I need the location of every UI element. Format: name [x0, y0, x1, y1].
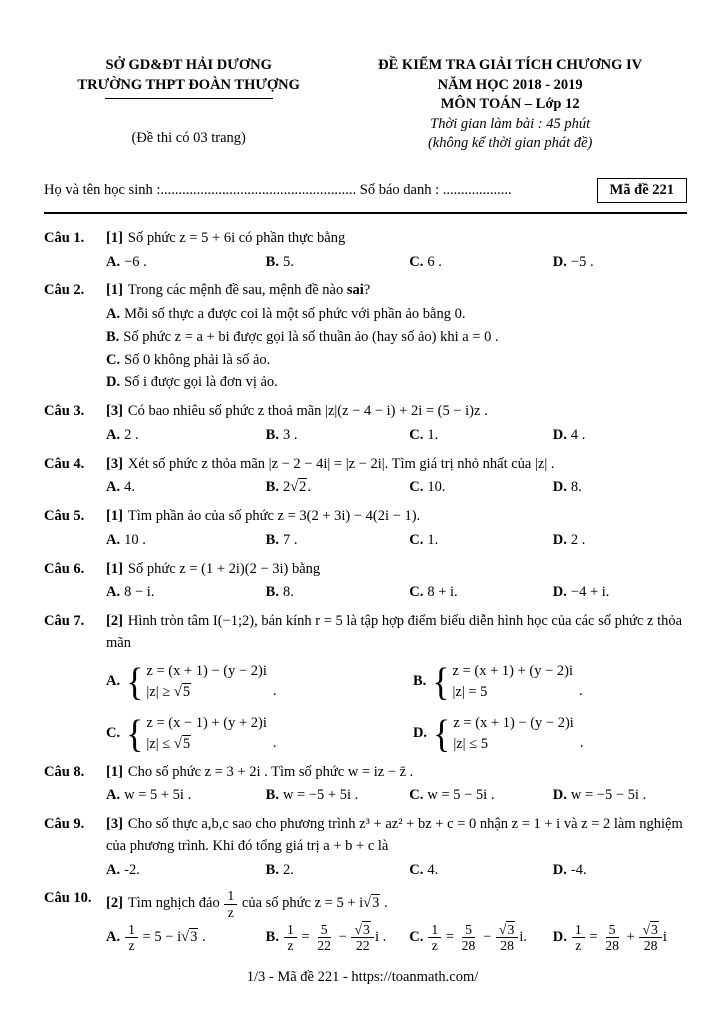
question-head — [44, 454, 687, 476]
option-c: C. 8 + i. — [409, 584, 458, 601]
school-name: TRƯỜNG THPT ĐOÀN THƯỢNG — [77, 76, 300, 93]
exam-code-box: Mã đề 221 — [597, 178, 687, 203]
exam-title: ĐỀ KIỂM TRA GIẢI TÍCH CHƯƠNG IV — [378, 57, 643, 73]
option-letter: B. — [265, 861, 279, 878]
question-9 — [44, 814, 687, 881]
option-letter: D. — [552, 531, 567, 548]
question-label: Câu 6. — [44, 560, 85, 577]
question-8 — [44, 762, 687, 808]
question-head — [44, 814, 687, 858]
option-c: C. w = 5 − 5i . — [409, 787, 495, 804]
school-year: NĂM HỌC 2018 - 2019 — [437, 76, 583, 93]
option-letter: C. — [409, 584, 424, 601]
question-head — [44, 762, 687, 784]
option-b: B. 2√2. — [265, 479, 312, 496]
option-letter: B. — [265, 531, 279, 548]
option-d: D. −5 . — [552, 253, 594, 270]
left-brace: { — [432, 659, 450, 704]
radicand: 3 — [507, 921, 515, 937]
question-text: [1] Trong các mệnh đề sau, mệnh đề nào sai? — [106, 282, 371, 299]
pages-note: (Đề thi có 03 trang) — [131, 130, 246, 147]
question-head — [44, 228, 687, 250]
duration-subnote: (không kể thời gian phát đề) — [427, 135, 593, 152]
question-head — [44, 888, 687, 919]
header-right — [333, 56, 687, 154]
option-c: C. Số 0 không phải là số ảo. — [106, 351, 271, 368]
question-10 — [44, 888, 687, 953]
option-c: C. 4. — [409, 861, 439, 878]
option-suffix: . — [272, 734, 277, 751]
option-b: B. 2. — [265, 861, 294, 878]
option-letter: A. — [106, 584, 121, 601]
option-b: B. 8. — [265, 584, 294, 601]
fraction: $\frac{1}{z}$ — [428, 922, 441, 953]
option-b: B. 5. — [265, 253, 294, 270]
option-letter: B. — [265, 253, 279, 270]
student-fields — [44, 182, 583, 199]
question-label: Câu 2. — [44, 282, 85, 299]
option-d: D. -4. — [552, 861, 587, 878]
question-label: Câu 5. — [44, 508, 85, 525]
option-letter: D. — [552, 928, 567, 945]
option-c: C. 6 . — [409, 253, 442, 270]
question-points: [2] — [106, 895, 123, 912]
question-head — [44, 280, 687, 302]
question-points: [1] — [106, 560, 123, 577]
option-letter: D. — [552, 253, 567, 270]
option-a: A. w = 5 + 5i . — [106, 787, 192, 804]
left-brace: { — [433, 712, 451, 756]
option-letter: A. — [106, 928, 121, 945]
equation-system: z = (x + 1) − (y − 2)i |z| ≥ √5 — [146, 662, 267, 700]
option-letter: C. — [409, 928, 424, 945]
question-text: [1] Số phức z = 5 + 6i có phần thực bằng — [106, 229, 346, 246]
option-letter: A. — [106, 861, 121, 878]
question-text: [2] Tìm nghịch đảo $\frac{1}{z}$ của số phức z = 5 + i√3 . — [106, 888, 388, 920]
options — [106, 530, 687, 552]
option-letter: A. — [106, 479, 121, 496]
option-letter: B. — [265, 584, 279, 601]
option-a: A. Mỗi số thực a được coi là một số phức với phần ảo bằng 0. — [106, 306, 466, 323]
radicand: 5 — [182, 735, 191, 752]
left-brace: { — [126, 659, 144, 704]
duration-note: Thời gian làm bài : 45 phút — [430, 115, 591, 132]
option-letter: A. — [106, 306, 121, 323]
question-2 — [44, 280, 687, 394]
option-b: B. $\frac{1}{z}$ = $\frac{5}{22}$ − $\frac{√3}{22}$ i . — [265, 921, 387, 953]
options — [106, 661, 687, 755]
option-c — [106, 713, 413, 755]
question-label: Câu 1. — [44, 229, 85, 246]
student-row — [44, 178, 687, 203]
question-label: Câu 7. — [44, 613, 85, 630]
option-letter: C. — [106, 351, 121, 368]
question-text: [1] Tìm phần ảo của số phức z = 3(2 + 3i) − 4(2i − 1). — [106, 508, 421, 525]
option-letter: C. — [409, 479, 424, 496]
option-letter: A. — [106, 531, 121, 548]
question-7 — [44, 611, 687, 755]
option-d: D. Số i được gọi là đơn vị ảo. — [106, 374, 278, 391]
option-a: A. -2. — [106, 861, 140, 878]
radicand: 3 — [651, 921, 658, 937]
header-rule — [105, 98, 273, 99]
option-letter: D. — [412, 724, 428, 741]
radicand: 3 — [190, 928, 198, 945]
question-points: [1] — [106, 229, 123, 246]
option-c: C. 1. — [409, 531, 439, 548]
option-a: A. $\frac{1}{z}$ = 5 − i√3 . — [106, 921, 206, 953]
radicand: 5 — [182, 683, 191, 700]
options — [106, 425, 687, 447]
option-a: A. 8 − i. — [106, 584, 155, 601]
option-letter: B. — [106, 328, 120, 345]
option-b: B. Số phức z = a + bi được gọi là số thuần ảo (hay số ảo) khi a = 0 . — [106, 328, 499, 345]
option-letter: C. — [409, 253, 424, 270]
option-d: D. 2 . — [552, 531, 586, 548]
option-letter: D. — [552, 787, 567, 804]
question-points: [3] — [106, 816, 123, 833]
option-d: D. 4 . — [552, 426, 586, 443]
option-letter: D. — [106, 374, 121, 391]
option-letter: B. — [265, 787, 279, 804]
option-letter: A. — [106, 253, 121, 270]
question-text: [3] Cho số thực a,b,c sao cho phương trình z³ + az² + bz + c = 0 nhận z = 1 + i và z = 2 làm nghiệm của phương trình. Khi đó tổng giá trị a + b + c là — [106, 816, 683, 854]
option-d: D. w = −5 − 5i . — [552, 787, 647, 804]
question-points: [1] — [106, 763, 123, 780]
left-brace: { — [126, 712, 144, 756]
student-name-label: Họ và tên học sinh :...................................................... — [44, 181, 357, 198]
option-b — [413, 661, 687, 703]
options — [106, 252, 687, 274]
option-b: B. 7 . — [265, 531, 298, 548]
question-points: [1] — [106, 282, 123, 299]
option-b: B. w = −5 + 5i . — [265, 787, 359, 804]
fraction: $\frac{5}{22}$ — [317, 921, 332, 953]
question-head — [44, 611, 687, 655]
question-label: Câu 10. — [44, 890, 92, 907]
fraction: $\frac{1}{z}$ — [224, 888, 237, 919]
option-c: C. $\frac{1}{z}$ = $\frac{5}{28}$ − $\frac{√3}{28}$ i. — [409, 921, 527, 953]
question-label: Câu 8. — [44, 763, 85, 780]
option-letter: A. — [106, 787, 121, 804]
student-id-label: Số báo danh : ................... — [359, 181, 512, 198]
option-d: D. 8. — [552, 479, 582, 496]
option-a: A. −6 . — [106, 253, 147, 270]
option-suffix: . — [579, 734, 584, 751]
option-letter: C. — [409, 787, 424, 804]
fraction: $\frac{5}{28}$ — [605, 921, 619, 953]
fraction: $\frac{1}{z}$ — [572, 922, 585, 953]
radicand: 2 — [299, 479, 307, 496]
question-text: [1] Cho số phức z = 3 + 2i . Tìm số phức w = iz − z̄ . — [106, 763, 414, 780]
question-text: [1] Số phức z = (1 + 2i)(2 − 3i) bằng — [106, 560, 321, 577]
options — [106, 477, 687, 499]
option-letter: D. — [552, 426, 567, 443]
option-letter: B. — [265, 479, 279, 496]
options — [106, 785, 687, 807]
question-points: [3] — [106, 455, 123, 472]
equation-system: z = (x − 1) + (y + 2)i |z| ≤ √5 — [146, 714, 267, 752]
question-points: [2] — [106, 613, 123, 630]
question-5 — [44, 506, 687, 552]
questions-list — [44, 228, 687, 953]
question-text: [2] Hình tròn tâm I(−1;2), bán kính r = 5 là tập hợp điểm biểu diễn hình học của các số phức z thỏa mãn — [106, 613, 683, 651]
option-suffix: . — [579, 682, 583, 699]
option-letter: C. — [409, 861, 424, 878]
fraction: $\frac{1}{z}$ — [125, 922, 138, 953]
option-letter: C. — [409, 426, 424, 443]
separator-line — [44, 212, 687, 214]
question-head — [44, 559, 687, 581]
option-b: B. 3 . — [265, 426, 298, 443]
option-a: A. 4. — [106, 479, 135, 496]
option-letter: A. — [106, 426, 121, 443]
option-d — [413, 713, 687, 755]
subject-grade: MÔN TOÁN – Lớp 12 — [440, 96, 580, 113]
question-4 — [44, 454, 687, 500]
fraction: $\frac{1}{z}$ — [284, 922, 297, 953]
option-letter: D. — [552, 479, 567, 496]
option-a: A. 10 . — [106, 531, 146, 548]
option-letter: B. — [265, 928, 279, 945]
fraction: $\frac{√3}{28}$ — [496, 922, 518, 953]
options — [106, 922, 687, 953]
radicand: 3 — [363, 921, 370, 937]
fraction: $\frac{√3}{28}$ — [639, 922, 661, 953]
option-letter: C. — [106, 724, 121, 741]
fraction: $\frac{5}{28}$ — [461, 921, 476, 953]
question-3 — [44, 401, 687, 447]
question-head — [44, 506, 687, 528]
question-points: [3] — [106, 403, 123, 420]
question-text: [3] Xét số phức z thỏa mãn |z − 2 − 4i| = |z − 2i|. Tìm giá trị nhỏ nhất của |z| . — [106, 455, 555, 472]
option-letter: D. — [552, 861, 567, 878]
option-letter: B. — [412, 672, 427, 689]
options — [106, 304, 687, 394]
options — [106, 582, 687, 604]
equation-system: z = (x + 1) − (y − 2)i |z| ≤ 5 — [453, 714, 574, 752]
options — [106, 860, 687, 882]
question-1 — [44, 228, 687, 274]
option-letter: B. — [265, 426, 279, 443]
option-a: A. 2 . — [106, 426, 139, 443]
header-left — [44, 56, 333, 154]
question-label: Câu 3. — [44, 403, 85, 420]
department-name: SỞ GD&ĐT HẢI DƯƠNG — [105, 57, 272, 73]
exam-header — [44, 56, 687, 154]
question-6 — [44, 559, 687, 605]
option-letter: D. — [552, 584, 567, 601]
question-points: [1] — [106, 508, 123, 525]
fraction: $\frac{√3}{22}$ — [351, 922, 373, 953]
option-c: C. 10. — [409, 479, 446, 496]
option-letter: A. — [106, 672, 121, 689]
option-d: D. $\frac{1}{z}$ = $\frac{5}{28}$ + $\frac{√3}{28}$ i — [552, 921, 667, 953]
question-label: Câu 4. — [44, 455, 85, 472]
page-footer: 1/3 - Mã đề 221 - https://toanmath.com/ — [246, 969, 479, 985]
equation-system: z = (x + 1) + (y − 2)i |z| = 5 — [452, 662, 574, 700]
option-suffix: . — [272, 682, 277, 699]
radicand: 3 — [372, 895, 380, 912]
question-label: Câu 9. — [44, 816, 85, 833]
option-letter: C. — [409, 531, 424, 548]
question-text: [3] Có bao nhiêu số phức z thoả mãn |z|(z − 4 − i) + 2i = (5 − i)z . — [106, 403, 488, 420]
question-head — [44, 401, 687, 423]
option-a — [106, 661, 413, 703]
option-c: C. 1. — [409, 426, 439, 443]
option-d: D. −4 + i. — [552, 584, 610, 601]
